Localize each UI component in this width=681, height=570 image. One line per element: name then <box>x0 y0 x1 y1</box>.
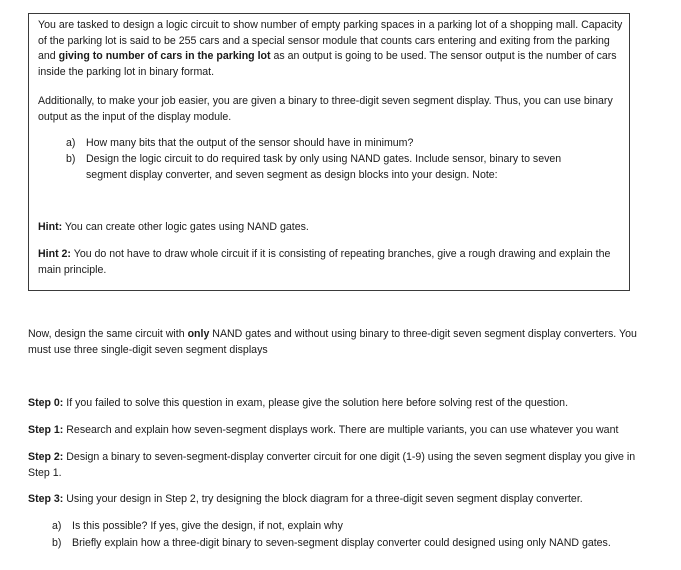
hint-2-label: Hint 2: <box>38 248 71 260</box>
step-label: Step 3: <box>28 493 64 505</box>
hint-1-text: You can create other logic gates using NAND gates. <box>62 221 309 233</box>
now-text-2: NAND gates and without using binary to three-digit seven segment display converters. You must use three single-digit seven segment displays <box>28 328 637 356</box>
list-text: Is this possible? If yes, give the design, if not, explain why <box>72 520 343 532</box>
intro-paragraph <box>38 18 626 80</box>
step-text: Design a binary to seven-segment-display converter circuit for one digit (1-9) using the seven segment display you give in Step 1. <box>28 451 636 479</box>
now-bold: only <box>187 328 210 340</box>
hint-2 <box>38 247 623 278</box>
step-text: If you failed to solve this question in exam, please give the solution here before solving rest of the question. <box>63 397 569 409</box>
list-marker: b) <box>52 537 62 549</box>
step-3 <box>28 492 656 508</box>
step-label: Step 1: <box>28 424 64 436</box>
now-paragraph <box>28 327 648 358</box>
hint-1 <box>38 220 618 236</box>
step-2 <box>28 450 656 481</box>
step-text: Using your design in Step 2, try designing the block diagram for a three-digit seven segment display converter. <box>63 493 583 505</box>
display-paragraph: Additionally, to make your job easier, you are given a binary to three-digit seven segment display. Thus, you can use binary output as the input of the display module. <box>38 95 613 123</box>
step-label: Step 0: <box>28 397 64 409</box>
hint-2-text: You do not have to draw whole circuit if it is consisting of repeating branches, give a rough drawing and explain the main principle. <box>38 248 611 276</box>
step-label: Step 2: <box>28 451 64 463</box>
list-text: How many bits that the output of the sensor should have in minimum? <box>86 137 414 149</box>
step-0 <box>28 396 653 412</box>
intro-text-2: as an output is going to be used. The sensor output is the number of cars inside the parking lot in binary format. <box>38 50 617 78</box>
list-marker: a) <box>52 520 62 532</box>
now-text-1: Now, design the same circuit with <box>28 328 188 340</box>
step-1 <box>28 423 656 439</box>
list-text: Design the logic circuit to do required task by only using NAND gates. Include sensor, binary to seven segment display converter, and seven segment as design blocks into your design. Note: <box>86 153 562 181</box>
list-marker: b) <box>66 153 76 165</box>
intro-bold: giving to number of cars in the parking lot <box>58 50 271 62</box>
step-text: Research and explain how seven-segment displays work. There are multiple variants, you can use whatever you want <box>63 424 619 436</box>
hint-1-label: Hint: <box>38 221 63 233</box>
intro-text-1: You are tasked to design a logic circuit to show number of empty parking spaces in a parking lot of a shopping mall. Capacity of the parking lot is said to be 255 cars and a special sensor module that counts cars entering and exiting from the parking and <box>38 19 623 62</box>
list-marker: a) <box>66 137 76 149</box>
list-text: Briefly explain how a three-digit binary to seven-segment display converter could designed using only NAND gates. <box>72 537 611 549</box>
